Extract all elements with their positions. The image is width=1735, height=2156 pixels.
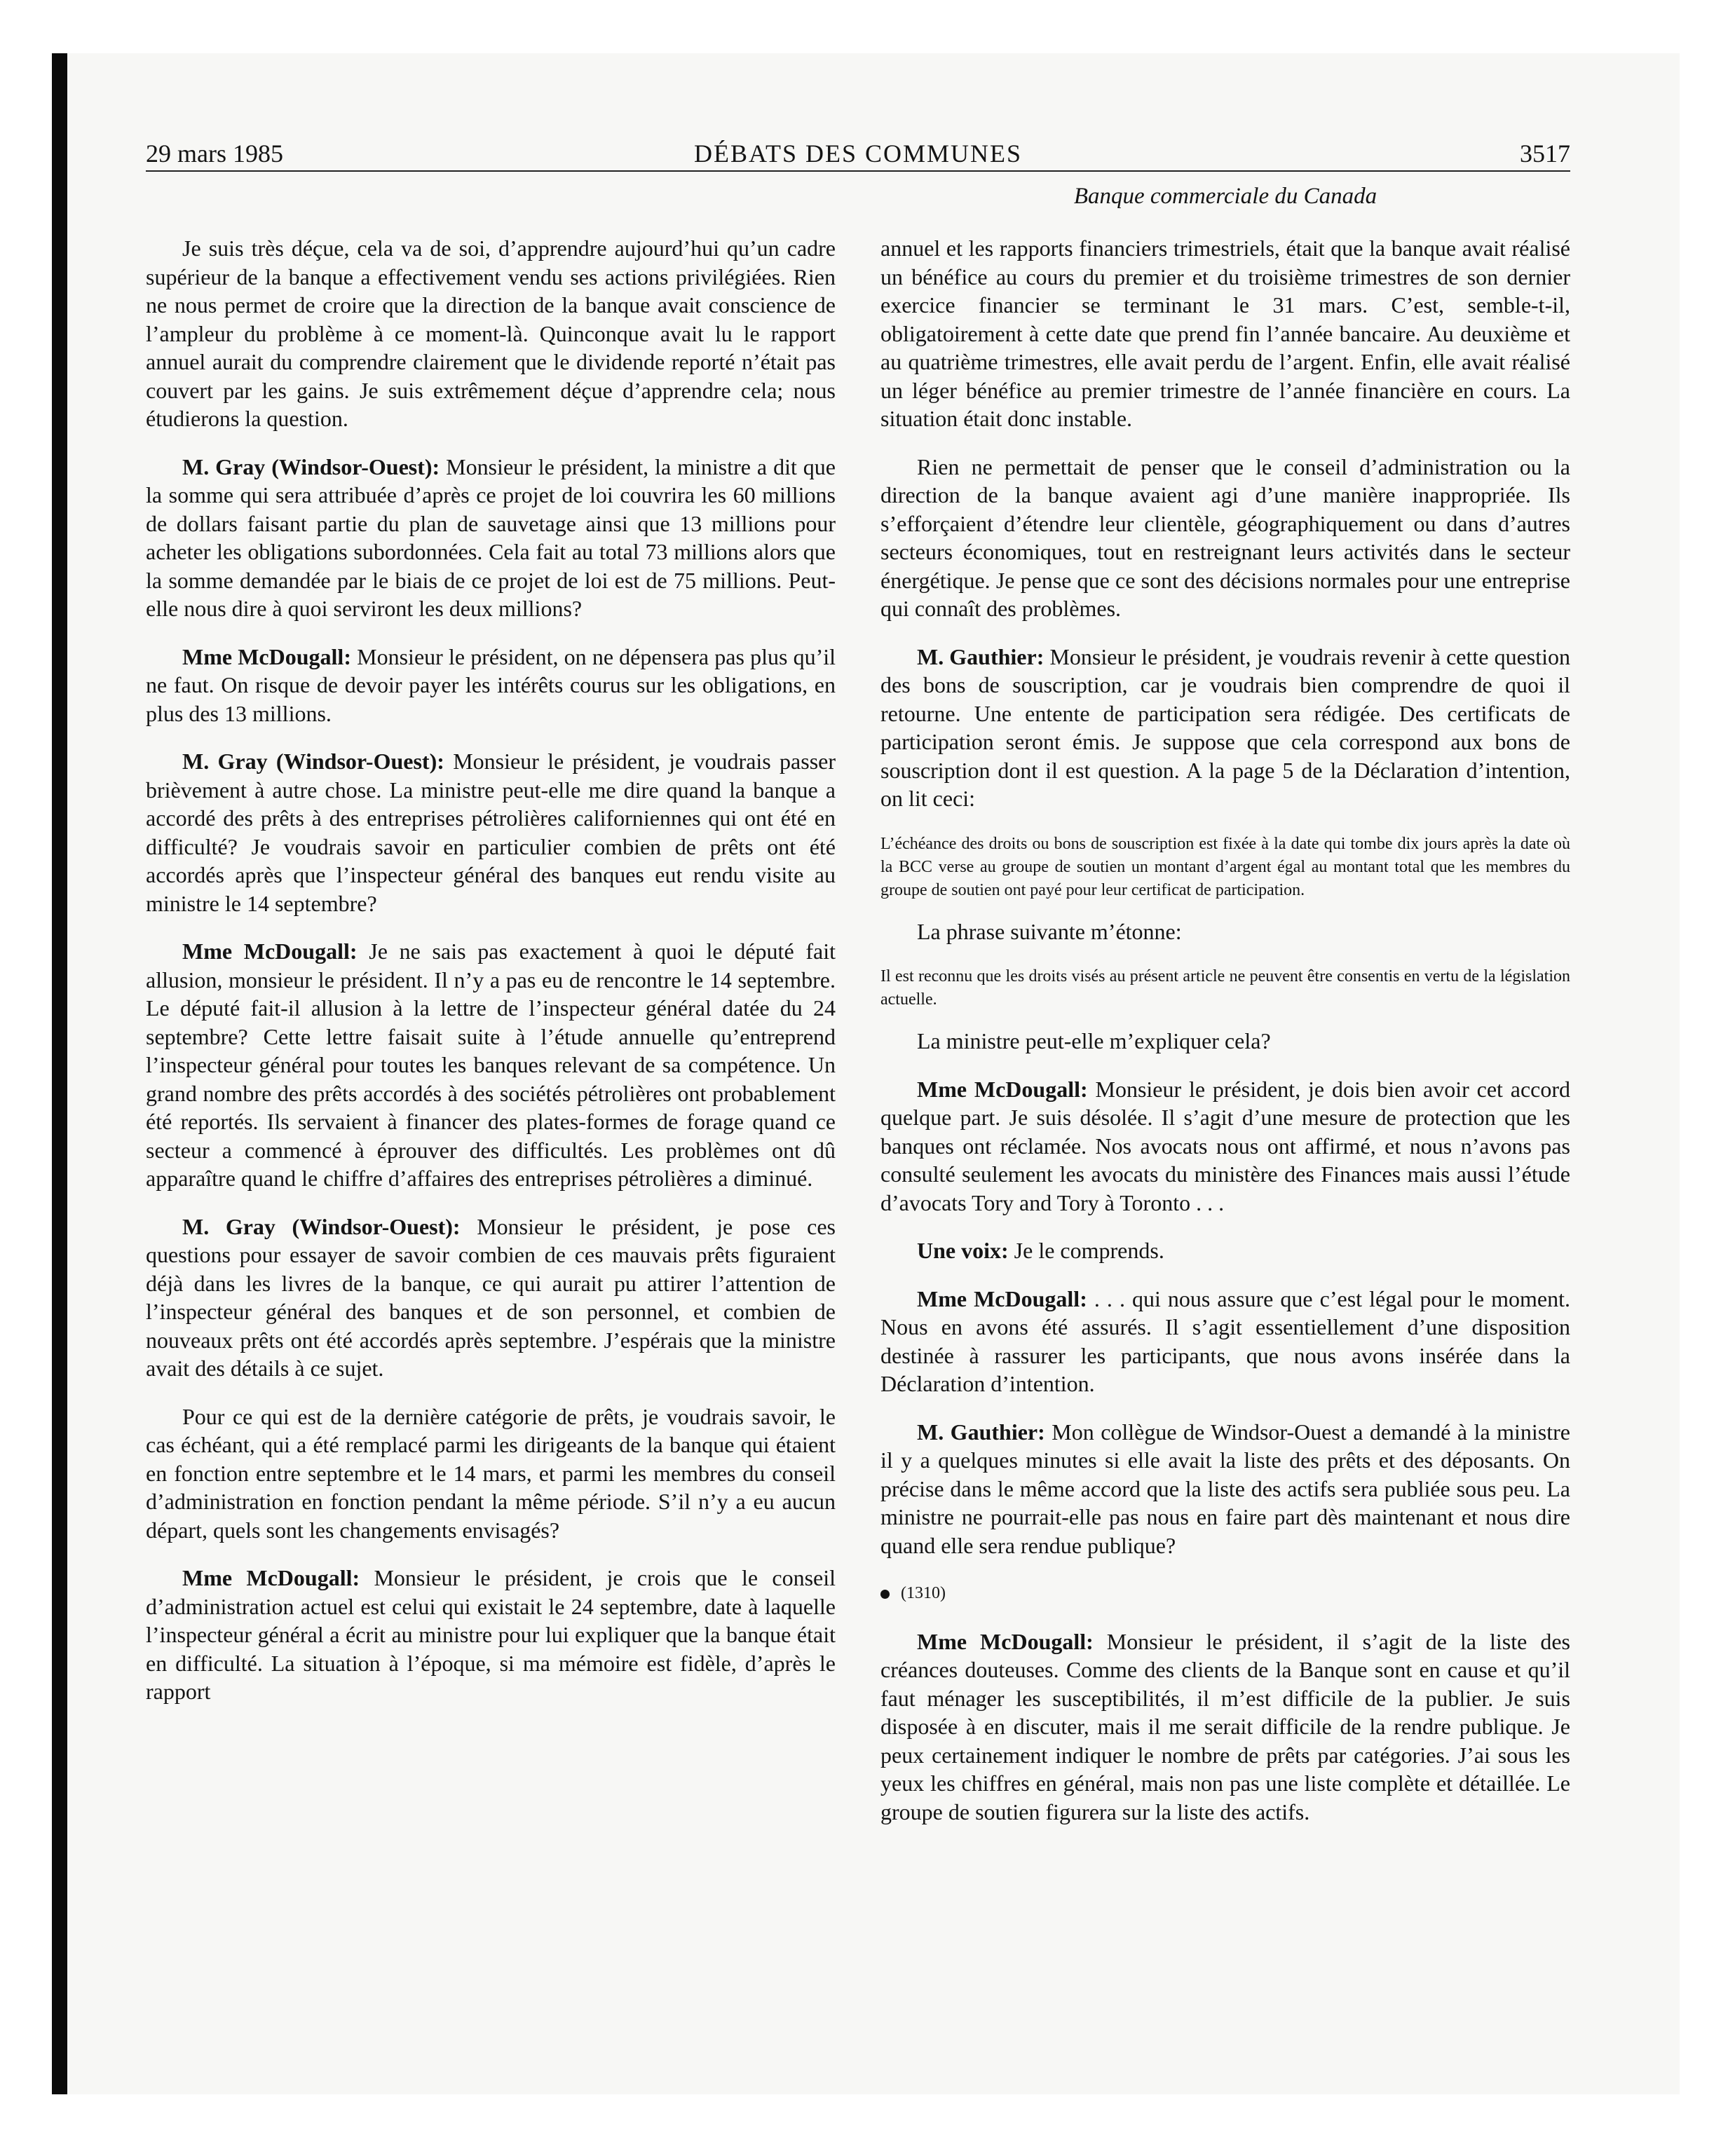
speech-text: Je ne sais pas exactement à quoi le député fait allusion, monsieur le président. Il n’y a pas eu de rencontre le 14 septembre. Le député fait-il allusion à la lettre de l’inspecteur général datée du 24 septembre? Cette lettre faisait suite à l’étude annuelle qu’entreprend l’inspecteur général pour toutes les banques relevant de sa compétence. Un grand nombre des prêts accordés à des sociétés pétrolières ont probablement été reportés. Ils servaient à financer des plates-formes de forage quand ce secteur a commencé à éprouver des difficultés. Les problèmes ont dû apparaître quand le chiffre d’affaires des entreprises pétrolières a diminué. — [146, 939, 836, 1191]
speech-text: . . . qui nous assure que c’est légal pour le moment. Nous en avons été assurés. Il s’agit essentiellement d’une disposition destinée à rassurer les participants, que nous avons insérée dans la Déclaration d’intention. — [880, 1285, 1571, 1396]
header-page-number: 3517 — [1520, 139, 1570, 168]
scan-left-border — [52, 53, 67, 2094]
paragraph: Pour ce qui est de la dernière catégorie de prêts, je voudrais savoir, le cas échéant, qui a été remplacé parmi les dirigeants de la banque qui étaient en fonction entre septembre et le 14 mars, et parmi les membres du conseil d’administration en fonction pendant la même période. S’il n’y a eu aucun départ, quels sont les changements envisagés? — [146, 1403, 836, 1543]
paragraph: La ministre peut-elle m’expliquer cela? — [917, 1028, 1271, 1053]
speech-text: Monsieur le président, je pose ces questions pour essayer de savoir combien de ces mauvais prêts figuraient déjà dans les livres de la banque, ce qui aurait pu attirer l’attention de l’inspecteur général des banques et de son personnel, et combien de nouveaux prêts ont été accordés après septembre. J’espérais que la ministre avait des détails à ce sujet. — [146, 1213, 836, 1381]
speaker-name: Mme McDougall: — [182, 1565, 360, 1590]
speech — [146, 937, 836, 1193]
speech-text: Monsieur le président, on ne dépensera pas plus qu’il ne faut. On risque de devoir payer les intérêts courus sur les obligations, en plus des 13 millions. — [146, 643, 836, 726]
speech-text: Monsieur le président, je voudrais revenir à cette question des bons de souscription, car je voudrais bien comprendre de quoi il retourne. Une entente de participation sera rédigée. Des certificats de participation seront émis. Je suppose que cela correspond aux bons de souscription dont il est question. A la page 5 de la Déclaration d’intention, on lit ceci: — [880, 643, 1571, 811]
header-title: DÉBATS DES COMMUNES — [693, 139, 1023, 168]
paragraph: Je suis très déçue, cela va de soi, d’apprendre aujourd’hui qu’un cadre supérieur de la banque a effectivement vendu ses actions privilégiées. Rien ne nous permet de croire que la direction de la banque avait conscience de l’ampleur du problème à ce moment-là. Quinconque avait lu le rapport annuel aurait du comprendre clairement que le dividende reporté n’était pas couvert par les gains. Je suis extrêmement déçue d’apprendre cela; nous étudierons la question. — [146, 236, 836, 431]
speech — [880, 1236, 1570, 1265]
header-rule — [146, 170, 1570, 172]
speech-text: Je le comprends. — [1008, 1238, 1164, 1263]
speaker-name: M. Gauthier: — [917, 643, 1045, 669]
paragraph: annuel et les rapports financiers trimestriels, était que la banque avait réalisé un bénéfice au cours du premier et du troisième trimestres de son dernier exercice financier se terminant le 31 mars. C’est, semble-t-il, obligatoirement à cette date que prend fin l’année bancaire. Au deuxième et au quatrième trimestres, elle avait perdu de l’argent. Enfin, elle avait réalisé un léger bénéfice au premier trimestre de l’année financière en cours. La situation était donc instable. — [880, 236, 1570, 431]
speech — [146, 1213, 836, 1383]
speaker-name: M. Gray (Windsor-Ouest): — [182, 1213, 461, 1239]
speech — [146, 1564, 836, 1706]
block-quote: L’échéance des droits ou bons de souscription est fixée à la date qui tombe dix jours après la date où la BCC verse au groupe de soutien un montant d’argent égal au montant total que les membres du groupe de soutien ont payé pour leur certificat de participation. — [880, 834, 1570, 899]
speaker-name: M. Gray (Windsor-Ouest): — [182, 453, 440, 479]
speaker-name: Mme McDougall: — [182, 643, 351, 669]
block-quote: Il est reconnu que les droits visés au présent article ne peuvent être consentis en vertu de la législation actuelle. — [880, 967, 1570, 1009]
section-subject: Banque commerciale du Canada — [1073, 184, 1377, 209]
speech — [146, 643, 836, 728]
time-marker — [880, 1579, 1570, 1608]
speaker-name: M. Gauthier: — [917, 1419, 1045, 1445]
left-column — [146, 234, 836, 1726]
right-column — [880, 234, 1570, 1845]
speech-text: Monsieur le président, je crois que le conseil d’administration actuel est celui qui existait le 24 septembre, date à laquelle l’inspecteur général a écrit au ministre pour lui expliquer que la banque était en difficulté. La situation à l’époque, si ma mémoire est fidèle, d’après le rapport — [146, 1565, 836, 1704]
speech-text: Monsieur le président, la ministre a dit que la somme qui sera attribuée d’après ce projet de loi couvrira les 60 millions de dollars faisant partie du plan de sauvetage ainsi que 13 millions pour acheter les obligations subordonnées. Cela fait au total 73 millions alors que la somme demandée par le biais de ce projet de loi est de 75 millions. Peut-elle nous dire à quoi serviront les deux millions? — [146, 453, 836, 621]
header-date: 29 mars 1985 — [146, 139, 283, 168]
speech-text: Monsieur le président, il s’agit de la liste des créances douteuses. Comme des clients de la Banque sont en cause et qu’il faut ménager les susceptibilités, il m’est difficile de la publier. Je suis disposée à en discuter, mais il me serait difficile de la rendre publique. Je peux certainement indiquer le nombre de prêts par catégories. J’ai sous les yeux les chiffres en général, mais non pas une liste complète et détaillée. Le groupe de soutien figurera sur la liste des actifs. — [880, 1628, 1571, 1824]
speech-text: Monsieur le président, je dois bien avoir cet accord quelque part. Je suis désolée. Il s’agit d’une mesure de protection que les banques ont réclamée. Nos avocats nous ont affirmé, et nous n’avons pas consulté seulement les avocats du ministère des Finances mais aussi l’étude d’avocats Tory and Tory à Toronto . . . — [880, 1076, 1571, 1215]
speaker-name: Mme McDougall: — [917, 1076, 1088, 1102]
speech — [146, 453, 836, 623]
speaker-name: Mme McDougall: — [917, 1285, 1087, 1311]
speaker-name: M. Gray (Windsor-Ouest): — [182, 749, 444, 774]
paragraph: La phrase suivante m’étonne: — [917, 918, 1182, 944]
paragraph: Rien ne permettait de penser que le conseil d’administration ou la direction de la banque avaient agi d’une manière inappropriée. Ils s’efforçaient d’étendre leur clientèle, géographiquement ou dans d’autres secteurs économiques, tout en restreignant leurs activités dans le secteur énergétique. Je pense que ce sont des décisions normales pour une entreprise qui connaît des problèmes. — [880, 453, 1570, 621]
speech — [880, 643, 1570, 813]
speech — [880, 1285, 1570, 1398]
page-header — [146, 139, 1570, 174]
speaker-name: Mme McDougall: — [182, 939, 358, 964]
speech — [880, 1628, 1570, 1827]
speech-text: Monsieur le président, je voudrais passer brièvement à autre chose. La ministre peut-elle me dire quand la banque a accordé des prêts à des entreprises pétrolières californiennes qui ont été en difficulté? Je voudrais savoir en particulier combien de prêts ont été accordés après que l’inspecteur général des banques eut rendu visite au ministre le 14 septembre? — [146, 749, 836, 916]
time-marker-label: (1310) — [901, 1584, 946, 1602]
speech — [880, 1418, 1570, 1560]
speaker-name: Une voix: — [917, 1238, 1009, 1263]
speech — [880, 1075, 1570, 1217]
speech-text: Mon collègue de Windsor-Ouest a demandé à la ministre il y a quelques minutes si elle avait la liste des prêts et des déposants. On précise dans le même accord que la liste des actifs sera publiée sous peu. La ministre ne pourrait-elle pas nous en faire part dès maintenant et nous dire quand elle sera rendue publique? — [880, 1419, 1571, 1558]
bullet-icon — [880, 1590, 890, 1599]
speech — [146, 747, 836, 917]
speaker-name: Mme McDougall: — [917, 1628, 1094, 1654]
